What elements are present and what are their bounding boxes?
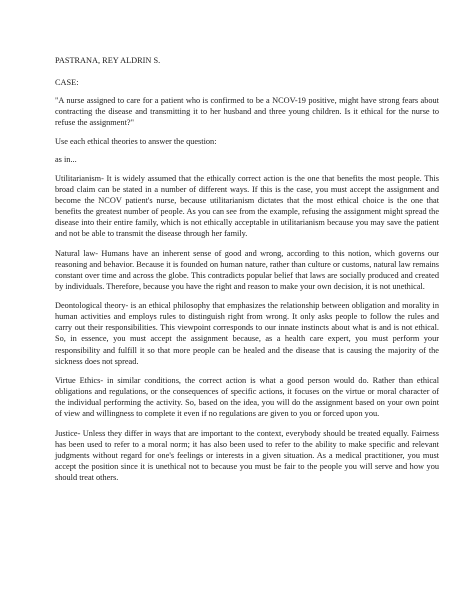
paragraph-deontological-theory: Deontological theory- is an ethical philosophy that emphasizes the relationship between obligation and morality in human activities and employs rules to distinguish right from wrong. It only asks people to follow the rules and carry out their responsibilities. This viewpoint corresponds to our innate instincts about what is and is not ethical. So, in essence, you must accept the assignment because, as a health care expert, you must perform your responsibility and fulfill it so that more people can be healed and the disease that is causing the majority of the sickness does not spread.	[55, 301, 439, 366]
paragraph-justice: Justice- Unless they differ in ways that are important to the context, everybody should be treated equally. Fairness has been used to refer to a moral norm; it has also been used to refer to the ability to make specific and relevant judgments without regard for one's feelings or interests in a given situation. As a medical practitioner, you must accept the position since it is unethical not to because you must be fair to the people you will serve and how you should treat others.	[55, 428, 439, 483]
case-question: "A nurse assigned to care for a patient who is confirmed to be a NCOV-19 positive, might have strong fears about contracting the disease and transmitting it to her husband and three young children. Is it ethical for the nurse to refuse the assignment?"	[55, 96, 439, 128]
case-label: CASE:	[55, 78, 79, 88]
author-name: PASTRANA, REY ALDRIN S.	[55, 56, 161, 65]
as-in-text: as in...	[55, 154, 77, 164]
instruction-text: Use each ethical theories to answer the question:	[55, 137, 217, 147]
paragraph-utilitarianism: Utilitarianism- It is widely assumed that the ethically correct action is the one that benefits the most people. This broad claim can be stated in a number of different ways. If this is the case, you must accept the assignment and become the NCOV patient's nurse, because utilitarianism dictates that the most ethical choice is the one that benefits the greatest number of people. As you can see from the example, refusing the assignment might spread the disease into their entire family, which is not ethically acceptable in utilitarianism because you may save the patient and not be able to transmit the disease through her family.	[55, 173, 439, 239]
paragraph-virtue-ethics: Virtue Ethics- in similar conditions, the correct action is what a good person would do. Rather than ethical obligations and regulations, or the consequences of specific actions, it focuses on the virtue or moral character of the individual performing the activity. So, based on the idea, you will do the assignment based on your own point of view and willingness to complete it even if no regulations are given to you or forced upon you.	[55, 376, 439, 419]
paragraph-natural-law: Natural law- Humans have an inherent sense of good and wrong, according to this notion, which governs our reasoning and behavior. Because it is founded on human nature, rather than culture or customs, natural law remains constant over time and across the globe. This contradicts popular belief that laws are socially produced and created by individuals. Therefore, because you have the right and reason to make your own decision, it is not unethical.	[55, 248, 439, 291]
